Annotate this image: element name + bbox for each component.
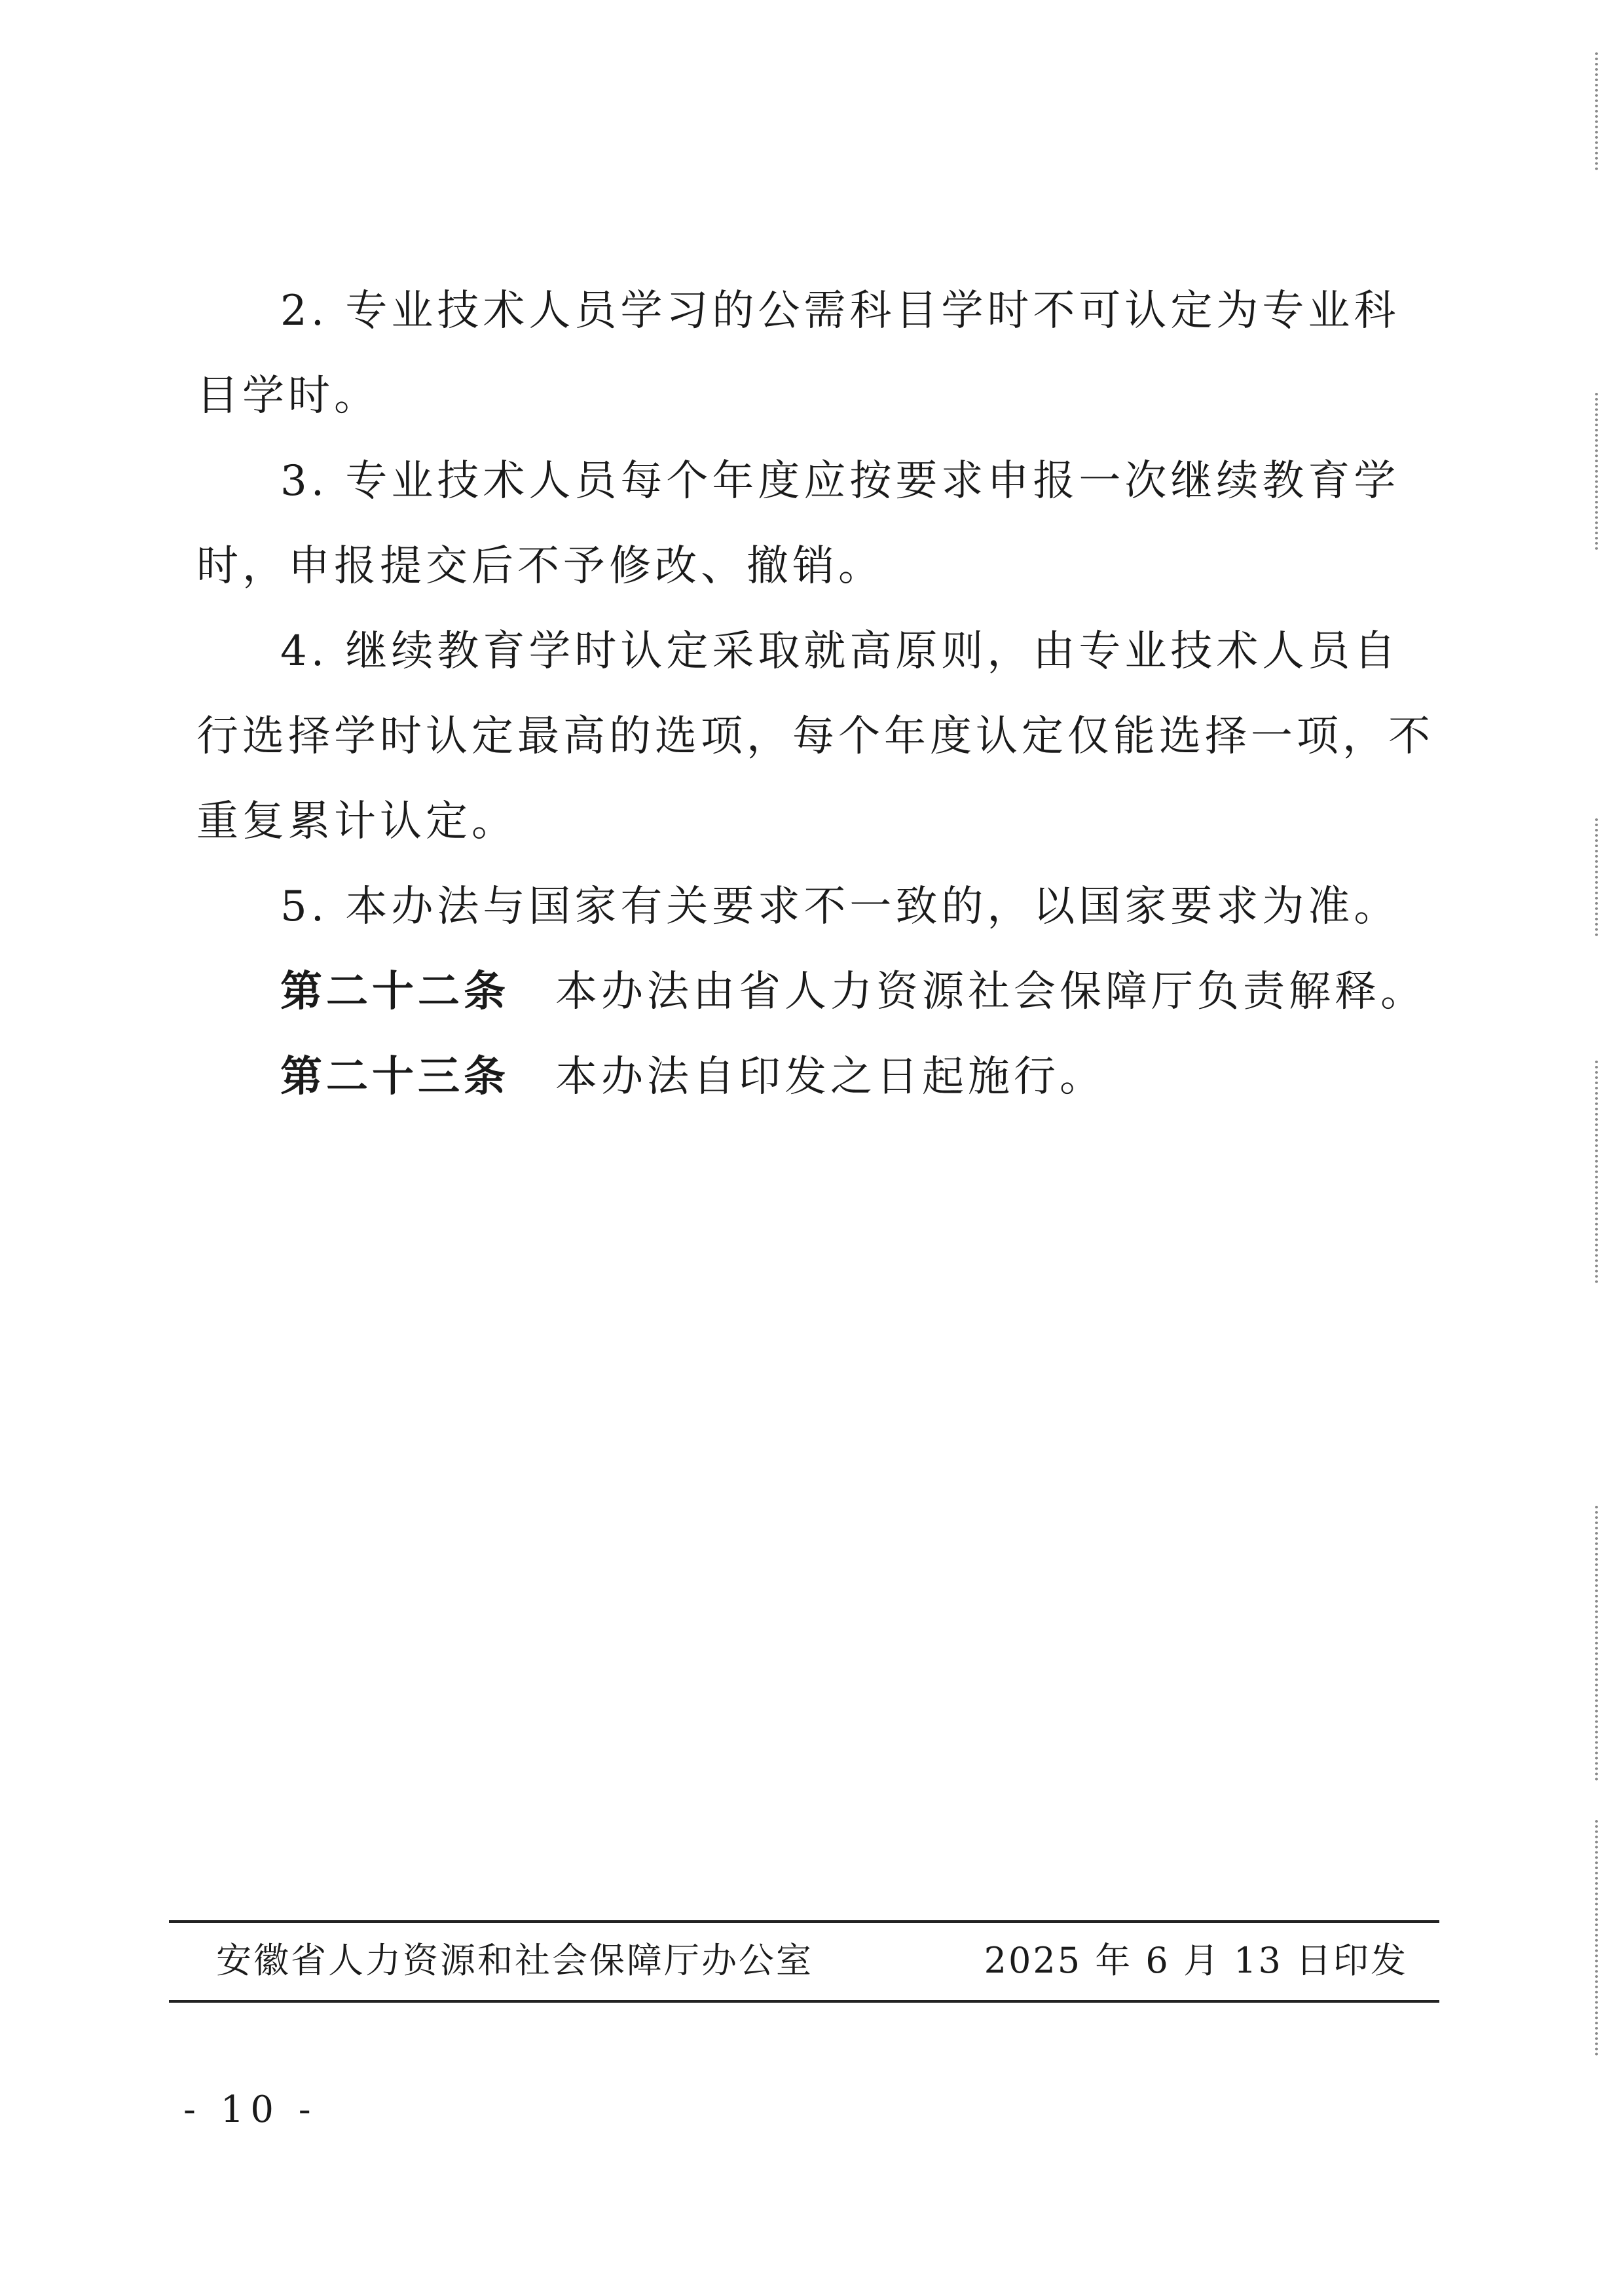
article-23-text: 本办法自印发之日起施行。 (555, 1053, 1105, 1101)
footer-issue-date: 2025 年 6 月 13 日印发 (984, 1940, 1408, 1981)
footer-bottom-rule (169, 2000, 1439, 2003)
scan-edge-mark (1593, 1506, 1598, 1781)
paragraph-item-2: 2. 专业技术人员学习的公需科目学时不可认定为专业科目学时。 (196, 287, 1400, 420)
scan-edge-mark (1593, 1820, 1598, 2056)
scan-edge-mark (1593, 1061, 1598, 1283)
page-number: - 10 - (183, 2088, 318, 2131)
scan-edge-mark (1593, 52, 1598, 170)
document-body (196, 268, 1441, 1120)
article-23 (196, 1034, 1441, 1120)
paragraph-item-3: 3. 专业技术人员每个年度应按要求申报一次继续教育学时，申报提交后不予修改、撤销。 (196, 457, 1400, 591)
scan-edge-mark (1593, 818, 1598, 936)
paragraph-item-5: 5. 本办法与国家有关要求不一致的，以国家要求为准。 (280, 883, 1400, 931)
article-22-number: 第二十二条 (280, 967, 509, 1016)
paragraph-item-4: 4. 继续教育学时认定采取就高原则，由专业技术人员自行选择学时认定最高的选项，每个年度认定仅能选择一项，不重复累计认定。 (196, 627, 1434, 846)
footer-top-rule (169, 1920, 1439, 1923)
footer-issuer: 安徽省人力资源和社会保障厅办公室 (216, 1940, 813, 1981)
article-22-text: 本办法由省人力资源社会保障厅负责解释。 (555, 968, 1426, 1016)
article-22 (196, 949, 1441, 1034)
scan-edge-mark (1593, 393, 1598, 550)
article-23-number: 第二十三条 (280, 1052, 509, 1101)
